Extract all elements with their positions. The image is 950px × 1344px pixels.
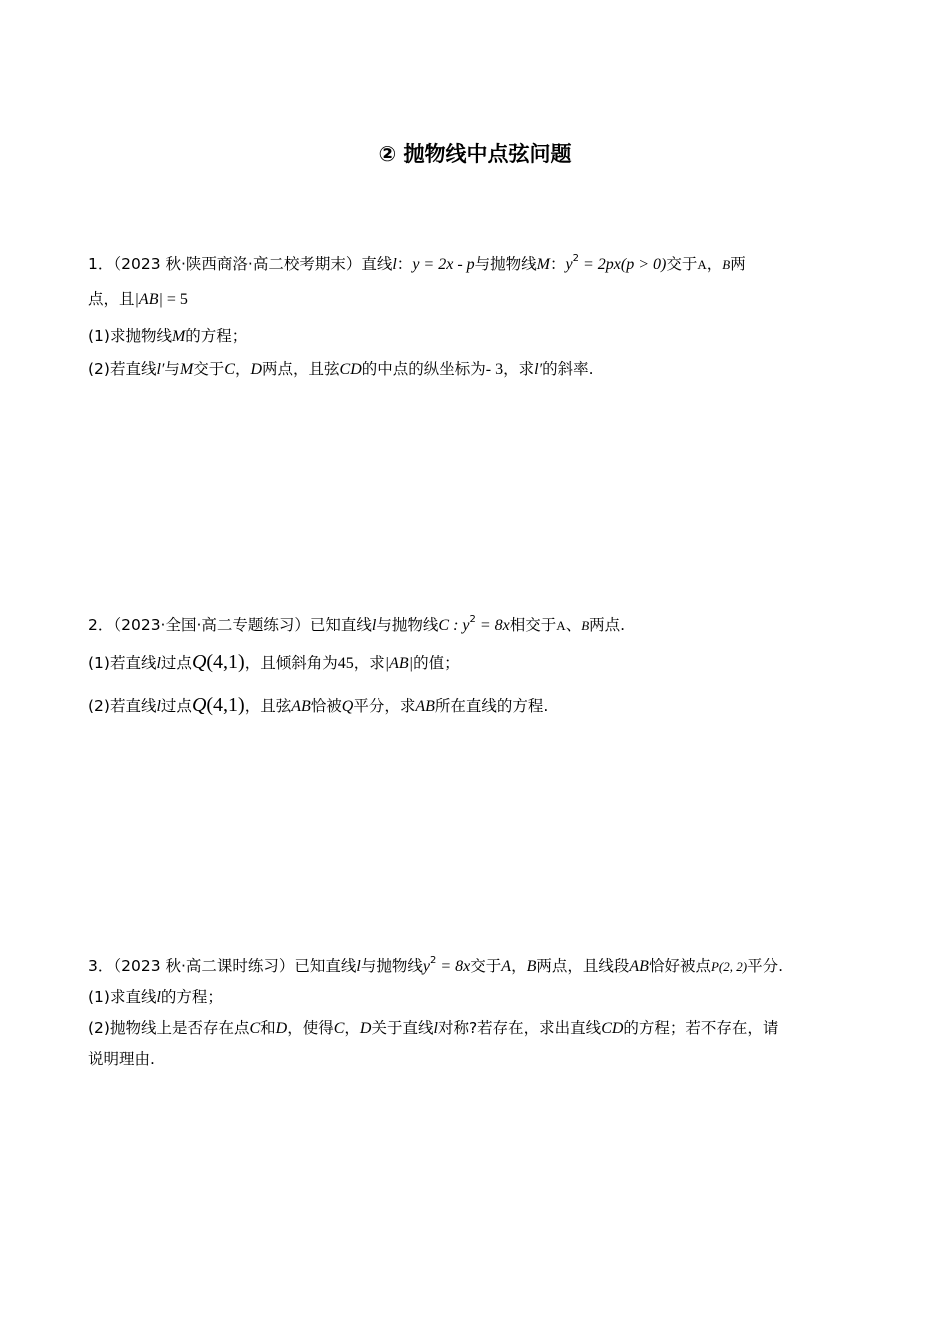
- q3-C2: C: [333, 1020, 345, 1037]
- page-title: ② 抛物线中点弦问题: [378, 142, 572, 166]
- q1-line-eq: y = 2x - p: [412, 256, 475, 273]
- q1-colon2: ：: [549, 255, 566, 273]
- q3-part2-e: 关于直线: [371, 1019, 434, 1037]
- q2-ab-abs: |AB|: [384, 655, 414, 672]
- q2-B: B: [581, 618, 590, 633]
- q2-part2-c: ，且弦: [244, 697, 292, 715]
- q3-line1-b: 与抛物线: [360, 957, 423, 975]
- q2-part2-Q2: Q: [341, 698, 354, 715]
- q2-AB2: AB: [415, 698, 435, 715]
- q3-line-last: 说明理由.: [88, 1050, 155, 1068]
- q2-line1-b: 与抛物线: [376, 616, 439, 634]
- q3-A: A: [501, 958, 512, 975]
- q3-D2: D: [359, 1020, 372, 1037]
- q1-part2-c: 交于: [193, 360, 225, 378]
- q2-line1-c: 相交于: [509, 616, 557, 634]
- q3-line1-c: 交于: [470, 957, 502, 975]
- q2-part2-e: 平分，求: [353, 697, 416, 715]
- q2-part1-a: (1)若直线: [88, 654, 157, 672]
- q3-part2: [88, 1016, 778, 1041]
- q2-part2-b: 过点: [160, 697, 192, 715]
- q1-part2-f: 的中点的纵坐标为: [361, 360, 486, 378]
- q3-part2-a: (2)抛物线上是否存在点: [88, 1019, 250, 1037]
- q2-part1-c: ，且倾斜角为: [244, 654, 338, 672]
- q1-intersect: 交于: [666, 255, 698, 273]
- q1-A: A: [697, 257, 707, 272]
- q2-part2-d: 恰被: [310, 697, 342, 715]
- q2-line1: 2．（2023·全国·高二专题练习）已知直线l与抛物线C : $y^2 = 8x$相交于A、B两点.: [88, 614, 626, 634]
- q2-sep: 、: [565, 616, 582, 634]
- q3-D: D: [275, 1020, 288, 1037]
- q2-parabola: C : y: [438, 617, 470, 634]
- q1-lprime: l′: [156, 361, 165, 378]
- q2-part2-q-coords: (4,1): [206, 694, 245, 716]
- q3-line1-g: 平分.: [747, 957, 783, 975]
- q1-line1: 1．（2023 秋·陕西商洛·高二校考期末）直线l：y = 2x - p与抛物线M：$y^2 = 2px(p > 0)$交于A，B两: [88, 253, 746, 273]
- q1-M: M: [536, 256, 550, 273]
- q3-B: B: [526, 958, 537, 975]
- q2-part1-e: 的值；: [413, 654, 460, 672]
- q3-CD: CD: [601, 1020, 624, 1037]
- q3-part2-g: 的方程；若不存在，请: [623, 1019, 779, 1037]
- q1-prefix: 1．（2023 秋·陕西商洛·高二校考期末）直线: [88, 255, 393, 273]
- q1-part2-a: (2)若直线: [88, 360, 157, 378]
- q3-P: P(2, 2): [710, 959, 748, 974]
- q1-parabola-cond: (p > 0): [620, 256, 667, 273]
- q1-line2-a: 点，且: [88, 290, 135, 308]
- q3-part2-f: 对称?若存在，求出直线: [437, 1019, 602, 1037]
- q3-line1-f: 恰好被点: [648, 957, 711, 975]
- q1-CD: CD: [339, 361, 362, 378]
- q2-part2-l: l: [156, 698, 161, 715]
- q3-part1-l: l: [156, 989, 161, 1006]
- q1-l: l: [392, 256, 397, 273]
- q1-part2: [88, 357, 594, 382]
- q2-q-coords: (4,1): [206, 651, 245, 673]
- q1-D: D: [250, 361, 263, 378]
- q2-Q: Q: [191, 651, 207, 673]
- q2-part2-Q: Q: [191, 694, 207, 716]
- q3-parabola-rest: = 8x: [436, 958, 471, 975]
- q3-last-line: [88, 1047, 155, 1071]
- q2-l: l: [371, 617, 377, 634]
- q1-part2-M: M: [179, 361, 194, 378]
- q3-AB: AB: [629, 958, 649, 975]
- q1-part2-d: ，: [234, 360, 251, 378]
- q2-A: A: [556, 618, 566, 633]
- q1-with-parabola: 与抛物线: [474, 255, 537, 273]
- q2-parabola-rest: = 8x: [475, 617, 510, 634]
- q3-part2-d: ，: [344, 1019, 360, 1037]
- q2-part1-l: l: [156, 655, 161, 672]
- q3-line1-d: ，: [511, 957, 527, 975]
- q1-part2-e: 两点，且弦: [262, 360, 340, 378]
- q1-neg3: - 3: [485, 361, 504, 378]
- q1-part2-b: 与: [164, 360, 180, 378]
- q1-parabola-y: y: [565, 256, 573, 273]
- q3-part1: [88, 985, 223, 1010]
- q2-part2: [88, 693, 548, 719]
- q3-line1: 3．（2023 秋·高二课时练习）已知直线l与抛物线$y^2 = 8x$交于A，B两点，且线段AB恰好被点P(2, 2)平分.: [88, 955, 783, 975]
- q1-C: C: [224, 361, 235, 378]
- q3-line1-e: 两点，且线段: [536, 957, 630, 975]
- q1-two: 两: [730, 255, 746, 273]
- q3-part1-b: 的方程；: [160, 988, 223, 1006]
- q1-part1-M: M: [171, 328, 186, 345]
- q1-line2: [88, 287, 188, 312]
- q2-line1-a: 2．（2023·全国·高二专题练习）已知直线: [88, 616, 372, 634]
- q1-part2-g: ，求: [503, 360, 535, 378]
- q1-ab-abs: |AB|: [134, 291, 163, 308]
- q1-part1: [88, 324, 247, 349]
- q3-line1-a: 3．（2023 秋·高二课时练习）已知直线: [88, 957, 357, 975]
- q3-parabola-y: y: [422, 958, 430, 975]
- q1-parabola-rest: = 2px: [578, 256, 621, 273]
- q2-part1: [88, 650, 460, 676]
- q3-part2-c: ，使得: [287, 1019, 334, 1037]
- q2-AB: AB: [291, 698, 311, 715]
- q1-eq5: = 5: [162, 291, 188, 308]
- q2-part2-a: (2)若直线: [88, 697, 157, 715]
- q1-B: B: [722, 257, 731, 272]
- q1-part2-h: 的斜率.: [542, 360, 594, 378]
- q1-part1-a: (1)求抛物线: [88, 327, 172, 345]
- q2-part1-b: 过点: [160, 654, 192, 672]
- q1-lprime2: l′: [534, 361, 543, 378]
- q2-part2-f: 所在直线的方程.: [434, 697, 549, 715]
- q1-part1-b: 的方程；: [185, 327, 248, 345]
- q3-C: C: [249, 1020, 261, 1037]
- q2-angle: 45: [337, 655, 354, 672]
- q3-part1-a: (1)求直线: [88, 988, 157, 1006]
- q1-colon: ：: [396, 255, 413, 273]
- q3-part2-l: l: [433, 1020, 438, 1037]
- q1-comma: ，: [706, 255, 723, 273]
- q2-part1-d: ，求: [353, 654, 385, 672]
- q2-line1-d: 两点.: [589, 616, 626, 634]
- q3-l: l: [356, 958, 361, 975]
- q3-part2-b: 和: [260, 1019, 276, 1037]
